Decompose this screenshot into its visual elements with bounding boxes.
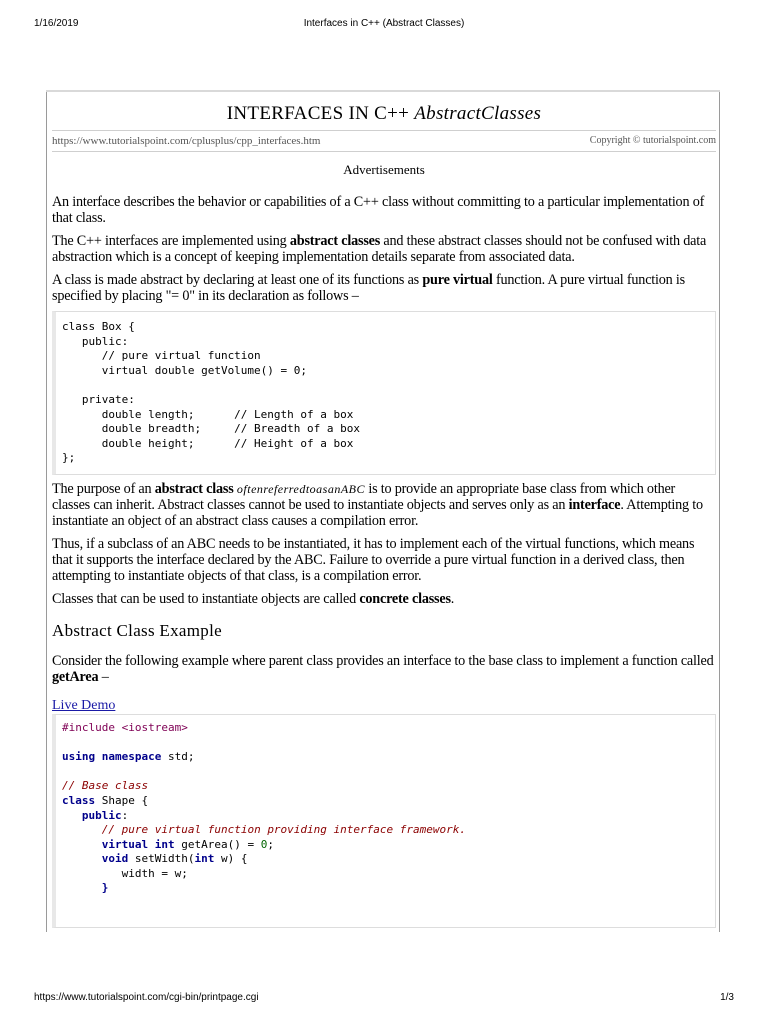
advertisements-label: Advertisements [343, 162, 425, 177]
text: . [450, 590, 455, 607]
text: The purpose of an [52, 480, 155, 497]
text: – [98, 668, 109, 685]
code-block-box: class Box { public: // pure virtual function virtual double getVolume() = 0; private: double length; // Length of a box double breadth; // Breadth of a box double height; // Height of a box }; [52, 311, 716, 475]
text: function. A pure virtual function is specified by placing "= 0" in its declaration as follows – [52, 272, 685, 304]
bold-text: interface [568, 496, 621, 513]
page-number: 1/3 [720, 992, 734, 1003]
bold-text: abstract classes [289, 233, 381, 249]
paragraph-intro: An interface describes the behavior or capabilities of a C++ class without committing to a particular implementation of that class. [52, 194, 705, 226]
code-token: setWidth( [128, 852, 195, 866]
bold-text: concrete classes [359, 590, 451, 607]
code-block-shape [52, 714, 716, 928]
code-comment: // Base class [62, 779, 149, 793]
code-token: public [81, 808, 122, 822]
text: is to provide an appropriate base class from which other classes can inherit. Abstract classes cannot be used to instantiate objects and serves only as an [52, 480, 676, 513]
code-token: width = w; [121, 866, 188, 880]
code-token: w) { [214, 852, 248, 866]
bold-text: getArea [52, 668, 99, 685]
code-token: int [194, 852, 215, 866]
text: A class is made abstract by declaring at least one of its functions as [52, 272, 423, 288]
paragraph-subclass: Thus, if a subclass of an ABC needs to be instantiated, it has to implement each of the virtual functions, which means that it supports the interface declared by the ABC. Failure to override a pure virtual function in a derived class, then attempting to instantiate objects of that class, is a compilation error. [52, 535, 695, 584]
page-title-italic: AbstractClasses [414, 103, 542, 124]
paragraph-example [52, 653, 716, 685]
text: Classes that can be used to instantiate objects are called [52, 590, 360, 607]
print-title: Interfaces in C++ (Abstract Classes) [303, 18, 465, 29]
code-token: 0 [260, 837, 268, 851]
code-token: : [121, 808, 129, 822]
text: The C++ interfaces are implemented using [52, 233, 290, 249]
article-body [52, 92, 716, 928]
code-token: #include <iostream> [62, 720, 188, 734]
printed-page [46, 92, 720, 932]
paragraph-purpose [52, 481, 716, 529]
live-demo-link[interactable]: Live Demo [52, 697, 116, 713]
paragraph-pure-virtual [52, 272, 716, 304]
math-text: oftenreferredtoasanABC [236, 481, 365, 496]
code-token: std; [161, 750, 195, 764]
bold-text: abstract class [154, 480, 234, 497]
paragraph-abstract-classes [52, 233, 716, 265]
footer-url: https://www.tutorialspoint.com/cgi-bin/printpage.cgi [34, 992, 259, 1003]
source-row [52, 131, 716, 152]
paragraph-concrete [52, 591, 716, 607]
page-title [52, 100, 716, 131]
print-date: 1/16/2019 [34, 18, 79, 29]
source-url[interactable]: https://www.tutorialspoint.com/cplusplus/cpp_interfaces.htm [52, 135, 321, 147]
code-token: getArea() = [174, 837, 261, 851]
code-token: ; [267, 837, 274, 851]
code-token: virtual int [101, 837, 175, 851]
section-heading: Abstract Class Example [52, 620, 222, 640]
text: . Attempting to instantiate an object of an abstract class causes a compilation error. [52, 496, 703, 529]
text: and these abstract classes should not be confused with data abstraction which is a concept of keeping implementation details separate from associated data. [52, 233, 707, 265]
code-token: void [101, 852, 129, 866]
code-token: } [101, 881, 109, 895]
text: Consider the following example where parent class provides an interface to the base class to implement a function called [52, 652, 714, 669]
code-comment: // pure virtual function providing interface framework. [101, 823, 466, 837]
print-header [0, 18, 768, 32]
bold-text: pure virtual [422, 272, 493, 288]
code-token: using namespace [62, 750, 162, 764]
page-title-main: INTERFACES IN C++ [226, 103, 415, 124]
code-token: Shape { [95, 793, 149, 807]
code-token: class [62, 793, 96, 807]
copyright-text: Copyright © tutorialspoint.com [589, 135, 716, 146]
